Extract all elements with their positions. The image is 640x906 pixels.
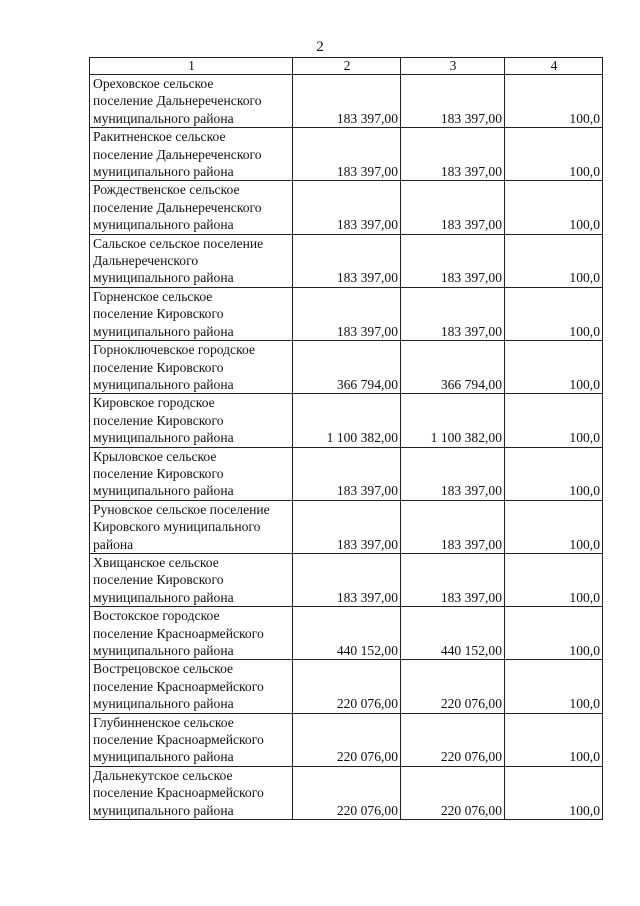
settlement-name-line: Сальское сельское поселение (93, 235, 264, 251)
settlement-name-cell (90, 713, 293, 766)
table-header (90, 58, 603, 75)
settlement-name-line: муниципального района (93, 696, 234, 712)
settlement-name-line: муниципального района (93, 217, 234, 233)
col3-value-cell: 183 397,00 (401, 447, 505, 500)
col3-value-cell: 1 100 382,00 (401, 394, 505, 447)
settlement-name-line: муниципального района (93, 483, 234, 499)
settlement-name-line: муниципального района (93, 323, 234, 339)
page-number: 2 (316, 39, 324, 55)
header-cell-3: 3 (401, 58, 505, 75)
settlement-name-cell (90, 553, 293, 606)
settlement-name-line: Ореховское сельское (93, 76, 214, 91)
table-row (90, 75, 603, 128)
settlement-name-line: муниципального района (93, 749, 234, 765)
col4-value-cell: 100,0 (505, 500, 603, 553)
col3-value-cell: 183 397,00 (401, 500, 505, 553)
col2-value-cell: 220 076,00 (293, 766, 401, 819)
col3-value-cell: 183 397,00 (401, 128, 505, 181)
table-body (90, 75, 603, 820)
table-row (90, 447, 603, 500)
col2-value-cell: 1 100 382,00 (293, 394, 401, 447)
table-row (90, 128, 603, 181)
settlement-name-cell (90, 128, 293, 181)
settlement-name-cell (90, 447, 293, 500)
table-row (90, 660, 603, 713)
col2-value-cell: 220 076,00 (293, 660, 401, 713)
settlement-name-line: муниципального района (93, 643, 234, 658)
settlement-name-line: района (93, 536, 134, 552)
table-row (90, 553, 603, 606)
settlement-name-line: муниципального района (93, 589, 234, 605)
col2-value-cell: 183 397,00 (293, 181, 401, 234)
table-row (90, 234, 603, 287)
settlement-name-line: Дальнекутское сельское (93, 767, 233, 783)
header-cell-1: 1 (90, 58, 293, 75)
settlement-name-line: Горноключевское городское (93, 342, 256, 358)
col3-value-cell: 183 397,00 (401, 287, 505, 340)
col4-value-cell: 100,0 (505, 766, 603, 819)
settlement-name-line: поселение Кировского (93, 572, 224, 588)
settlement-name-line: поселение Кировского (93, 412, 224, 428)
settlement-name-cell (90, 607, 293, 660)
col3-value-cell: 183 397,00 (401, 553, 505, 606)
table-row (90, 607, 603, 660)
settlement-name-cell (90, 500, 293, 553)
settlement-name-line: Востокское городское (93, 608, 220, 624)
table-row (90, 341, 603, 394)
col2-value-cell: 183 397,00 (293, 75, 401, 128)
settlement-name-cell (90, 234, 293, 287)
settlement-name-cell (90, 766, 293, 819)
settlement-name-cell (90, 75, 293, 128)
header-cell-4: 4 (505, 58, 603, 75)
table-row (90, 394, 603, 447)
settlement-name-line: Глубинненское сельское (93, 714, 234, 730)
col4-value-cell: 100,0 (505, 234, 603, 287)
settlement-name-line: поселение Дальнереченского (93, 93, 262, 109)
settlement-name-line: поселение Красноармейского (93, 785, 264, 801)
table-row (90, 500, 603, 553)
col3-value-cell: 366 794,00 (401, 341, 505, 394)
settlement-name-line: Руновское сельское поселение (93, 501, 270, 517)
settlement-name-line: поселение Дальнереченского (93, 199, 262, 215)
settlement-name-line: муниципального района (93, 430, 234, 446)
settlement-name-line: Горненское сельское (93, 288, 213, 304)
settlement-name-line: поселение Кировского (93, 465, 224, 481)
header-row (90, 58, 603, 75)
col2-value-cell: 183 397,00 (293, 553, 401, 606)
col4-value-cell: 100,0 (505, 447, 603, 500)
settlement-name-line: Хвищанское сельское (93, 554, 219, 570)
col3-value-cell: 220 076,00 (401, 766, 505, 819)
settlement-name-cell (90, 341, 293, 394)
col4-value-cell: 100,0 (505, 607, 603, 660)
settlement-name-line: Крыловское сельское (93, 448, 217, 464)
settlement-name-line: муниципального района (93, 376, 234, 392)
settlement-name-line: Кировское городское (93, 395, 215, 411)
data-table (89, 57, 603, 820)
col2-value-cell: 183 397,00 (293, 287, 401, 340)
table-row (90, 181, 603, 234)
col4-value-cell: 100,0 (505, 394, 603, 447)
settlement-name-line: поселение Кировского (93, 306, 224, 322)
col4-value-cell: 100,0 (505, 553, 603, 606)
col4-value-cell: 100,0 (505, 341, 603, 394)
col4-value-cell: 100,0 (505, 660, 603, 713)
settlement-name-cell (90, 181, 293, 234)
settlement-name-cell (90, 660, 293, 713)
settlement-name-cell (90, 394, 293, 447)
col3-value-cell: 183 397,00 (401, 181, 505, 234)
settlement-name-line: Дальнереченского (93, 253, 199, 269)
col4-value-cell: 100,0 (505, 287, 603, 340)
settlement-name-line: поселение Красноармейского (93, 678, 264, 694)
col2-value-cell: 366 794,00 (293, 341, 401, 394)
settlement-name-line: муниципального района (93, 802, 234, 818)
header-cell-2: 2 (293, 58, 401, 75)
col2-value-cell: 440 152,00 (293, 607, 401, 660)
settlement-name-line: муниципального района (93, 270, 234, 286)
col2-value-cell: 183 397,00 (293, 128, 401, 181)
settlement-name-line: муниципального района (93, 164, 234, 180)
settlement-name-line: Рождественское сельское (93, 182, 240, 198)
table-row (90, 766, 603, 819)
col3-value-cell: 220 076,00 (401, 713, 505, 766)
col4-value-cell: 100,0 (505, 713, 603, 766)
settlement-name-line: Вострецовское сельское (93, 661, 234, 677)
settlement-name-line: поселение Красноармейского (93, 625, 264, 641)
col3-value-cell: 183 397,00 (401, 75, 505, 128)
col4-value-cell: 100,0 (505, 75, 603, 128)
table-row (90, 287, 603, 340)
settlement-name-line: поселение Красноармейского (93, 732, 264, 748)
settlement-name-line: муниципального района (93, 110, 234, 126)
settlement-name-line: Кировского муниципального (93, 519, 261, 535)
col4-value-cell: 100,0 (505, 181, 603, 234)
col3-value-cell: 183 397,00 (401, 234, 505, 287)
settlement-name-line: поселение Дальнереченского (93, 146, 262, 162)
table-row (90, 713, 603, 766)
settlement-name-cell (90, 287, 293, 340)
col2-value-cell: 183 397,00 (293, 447, 401, 500)
col2-value-cell: 183 397,00 (293, 500, 401, 553)
col3-value-cell: 220 076,00 (401, 660, 505, 713)
col2-value-cell: 220 076,00 (293, 713, 401, 766)
col4-value-cell: 100,0 (505, 128, 603, 181)
settlement-name-line: Ракитненское сельское (93, 129, 226, 145)
col3-value-cell: 440 152,00 (401, 607, 505, 660)
col2-value-cell: 183 397,00 (293, 234, 401, 287)
settlement-name-line: поселение Кировского (93, 359, 224, 375)
